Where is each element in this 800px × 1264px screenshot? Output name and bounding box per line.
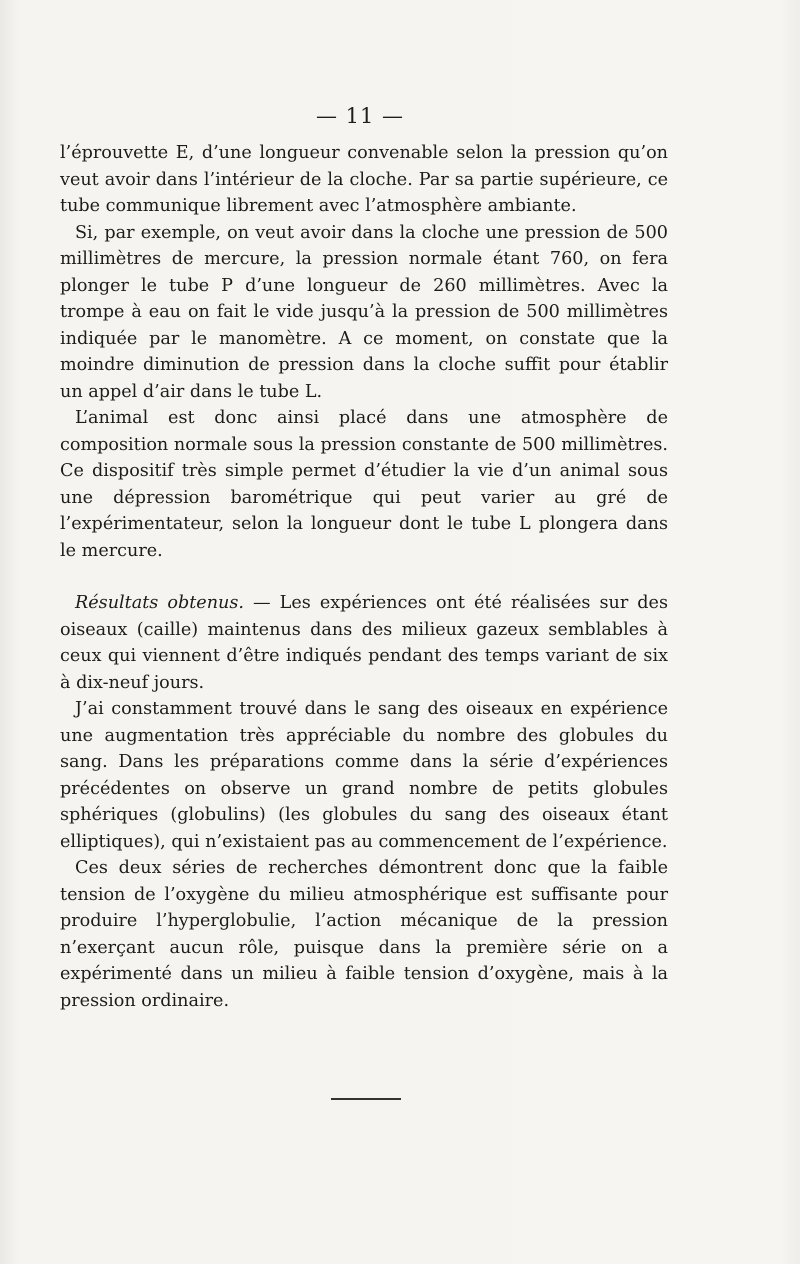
paragraph: Ces deux séries de recherches démontrent donc que la faible tension de l’oxygène du milieu atmosphérique est suffisante pour produire l’hyperglobulie, l’action mécanique de la pression n’exerçant aucun rôle, puisque dans la première série on a expérimenté dans un milieu à faible tension d’oxygène, mais à la pression ordinaire. [60, 858, 668, 1011]
paragraph: J’ai constamment trouvé dans le sang des oiseaux en expérience une augmentation très appréciable du nombre des globules du sang. Dans les préparations comme dans la série d’expériences précédentes on observe un grand nombre de petits globules sphériques (globulins) (les globules du sang des oiseaux étant elliptiques), qui n’existaient pas au commencement de l’expérience. [60, 699, 668, 852]
body-text [60, 140, 668, 1014]
paragraph: Si, par exemple, on veut avoir dans la cloche une pression de 500 millimètres de mercure, la pression normale étant 760, on fera plonger le tube P d’une longueur de 260 millimètres. Avec la trompe à eau on fait le vide jusqu’à la pression de 500 millimètres indiquée par le manomètre. A ce moment, on constate que la moindre diminution de pression dans la cloche suffit pour établir un appel d’air dans le tube L. [60, 222, 668, 402]
paragraph: L’animal est donc ainsi placé dans une atmosphère de composition normale sous la pression constante de 500 millimètres. Ce dispositif très simple permet d’étudier la vie d’un animal sous une dépression barométrique qui peut varier au gré de l’expérimentateur, selon la longueur dont le tube L plongera dans le mercure. [60, 408, 668, 561]
end-rule [331, 1098, 401, 1100]
section-heading: Résultats obtenus. [75, 593, 244, 613]
page-number: — 11 — [315, 104, 405, 128]
results-paragraph [60, 590, 668, 696]
section-intro-text: — Les expériences ont été réalisées sur des oiseaux (caille) maintenus dans des milieux gazeux semblables à ceux qui viennent d’être indiqués pendant des temps variant de six à dix-neuf jours. [60, 593, 668, 693]
paragraph: l’éprouvette E, d’une longueur convenable selon la pression qu’on veut avoir dans l’intérieur de la cloche. Par sa partie supérieure, ce tube communique librement avec l’atmosphère ambiante. [60, 143, 668, 216]
